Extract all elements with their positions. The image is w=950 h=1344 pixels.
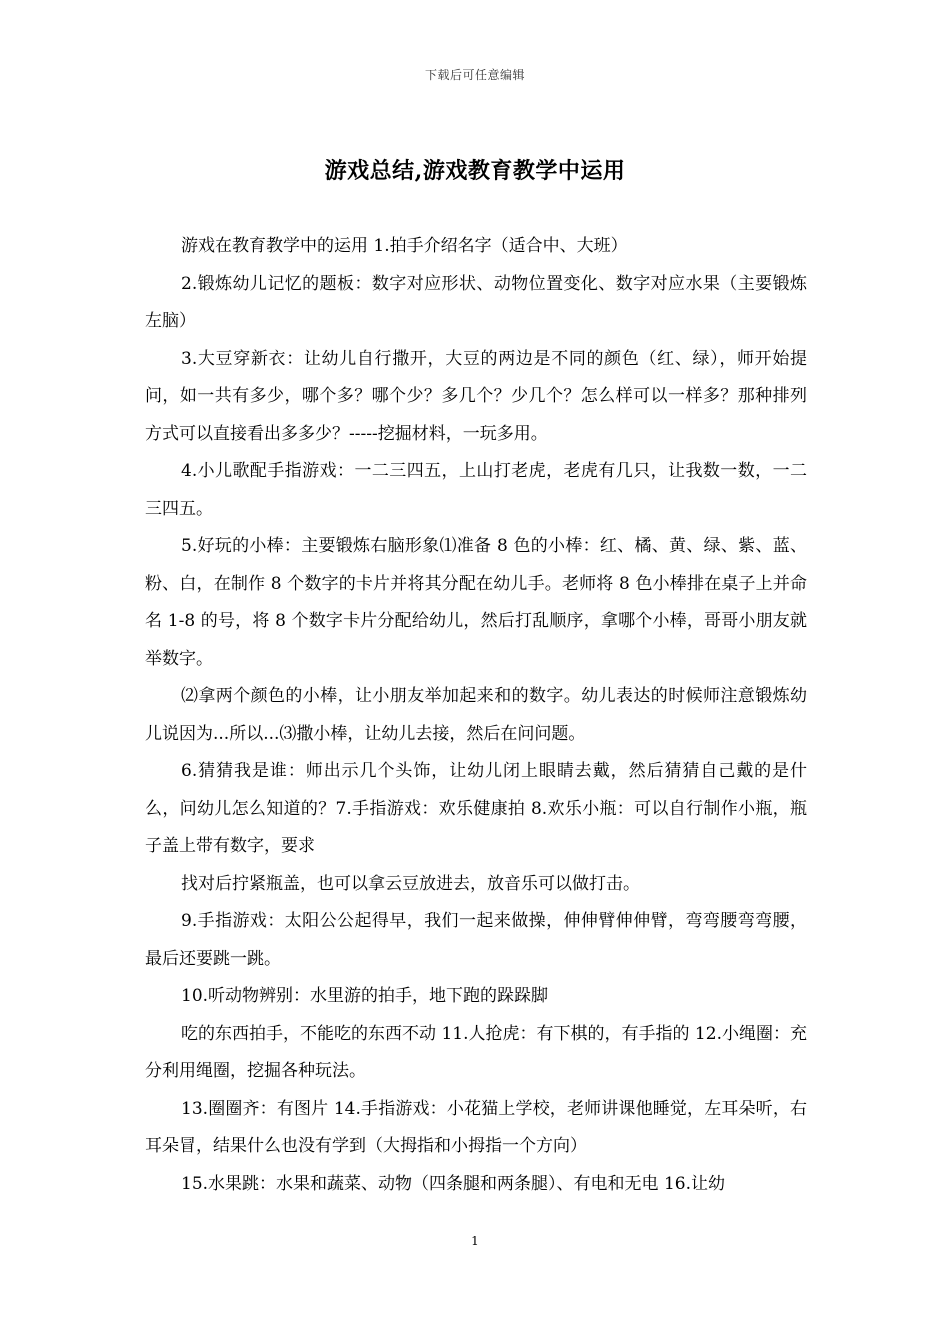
paragraph: 3.大豆穿新衣：让幼儿自行撒开，大豆的两边是不同的颜色（红、绿），师开始提问，如一共有多少，哪个多？哪个少？多几个？少几个？怎么样可以一样多？那种排列方式可以直接看出多多少？-----挖掘材料，一玩多用。 (145, 348, 807, 444)
paragraph: 4.小儿歌配手指游戏：一二三四五，上山打老虎，老虎有几只，让我数一数，一二三四五。 (145, 461, 807, 519)
paragraph: 13.圈圈齐：有图片 14.手指游戏：小花猫上学校，老师讲课他睡觉，左耳朵听，右耳朵冒，结果什么也没有学到（大拇指和小拇指一个方向） (145, 1098, 807, 1156)
paragraph: 2.锻炼幼儿记忆的题板：数字对应形状、动物位置变化、数字对应水果（主要锻炼左脑） (145, 273, 807, 331)
paragraph: 6.猜猜我是谁：师出示几个头饰，让幼儿闭上眼睛去戴，然后猜猜自己戴的是什么，问幼儿怎么知道的？7.手指游戏：欢乐健康拍 8.欢乐小瓶：可以自行制作小瓶，瓶子盖上带有数字，要求 (145, 761, 807, 856)
paragraph: ⑵拿两个颜色的小棒，让小朋友举加起来和的数字。幼儿表达的时候师注意锻炼幼儿说因为...所以...⑶撒小棒，让幼儿去接，然后在问问题。 (145, 686, 807, 744)
page-header-note: 下载后可任意编辑 (424, 68, 525, 82)
document-body (145, 228, 807, 1203)
paragraph: 15.水果跳：水果和蔬菜、动物（四条腿和两条腿）、有电和无电 16.让幼 (181, 1173, 725, 1194)
document-title: 游戏总结,游戏教育教学中运用 (324, 158, 626, 184)
paragraph: 游戏在教育教学中的运用 1.拍手介绍名字（适合中、大班） (181, 236, 628, 256)
paragraph: 5.好玩的小棒：主要锻炼右脑形象⑴准备 8 色的小棒：红、橘、黄、绿、紫、蓝、粉、白，在制作 8 个数字的卡片并将其分配在幼儿手。老师将 8 色小棒排在桌子上并命名 1-8 的号，将 8 个数字卡片分配给幼儿，然后打乱顺序，拿哪个小棒，哥哥小朋友就举数字。 (145, 536, 807, 669)
paragraph: 吃的东西拍手，不能吃的东西不动 11.人抢虎：有下棋的，有手指的 12.小绳圈：充分利用绳圈，挖掘各种玩法。 (145, 1023, 807, 1081)
paragraph: 10.听动物辨别：水里游的拍手，地下跑的跺跺脚 (181, 986, 549, 1006)
paragraph: 找对后拧紧瓶盖，也可以拿云豆放进去，放音乐可以做打击。 (181, 873, 640, 894)
paragraph: 9.手指游戏：太阳公公起得早，我们一起来做操，伸伸臂伸伸臂，弯弯腰弯弯腰，最后还要跳一跳。 (145, 911, 807, 969)
page-number: 1 (471, 1234, 479, 1248)
